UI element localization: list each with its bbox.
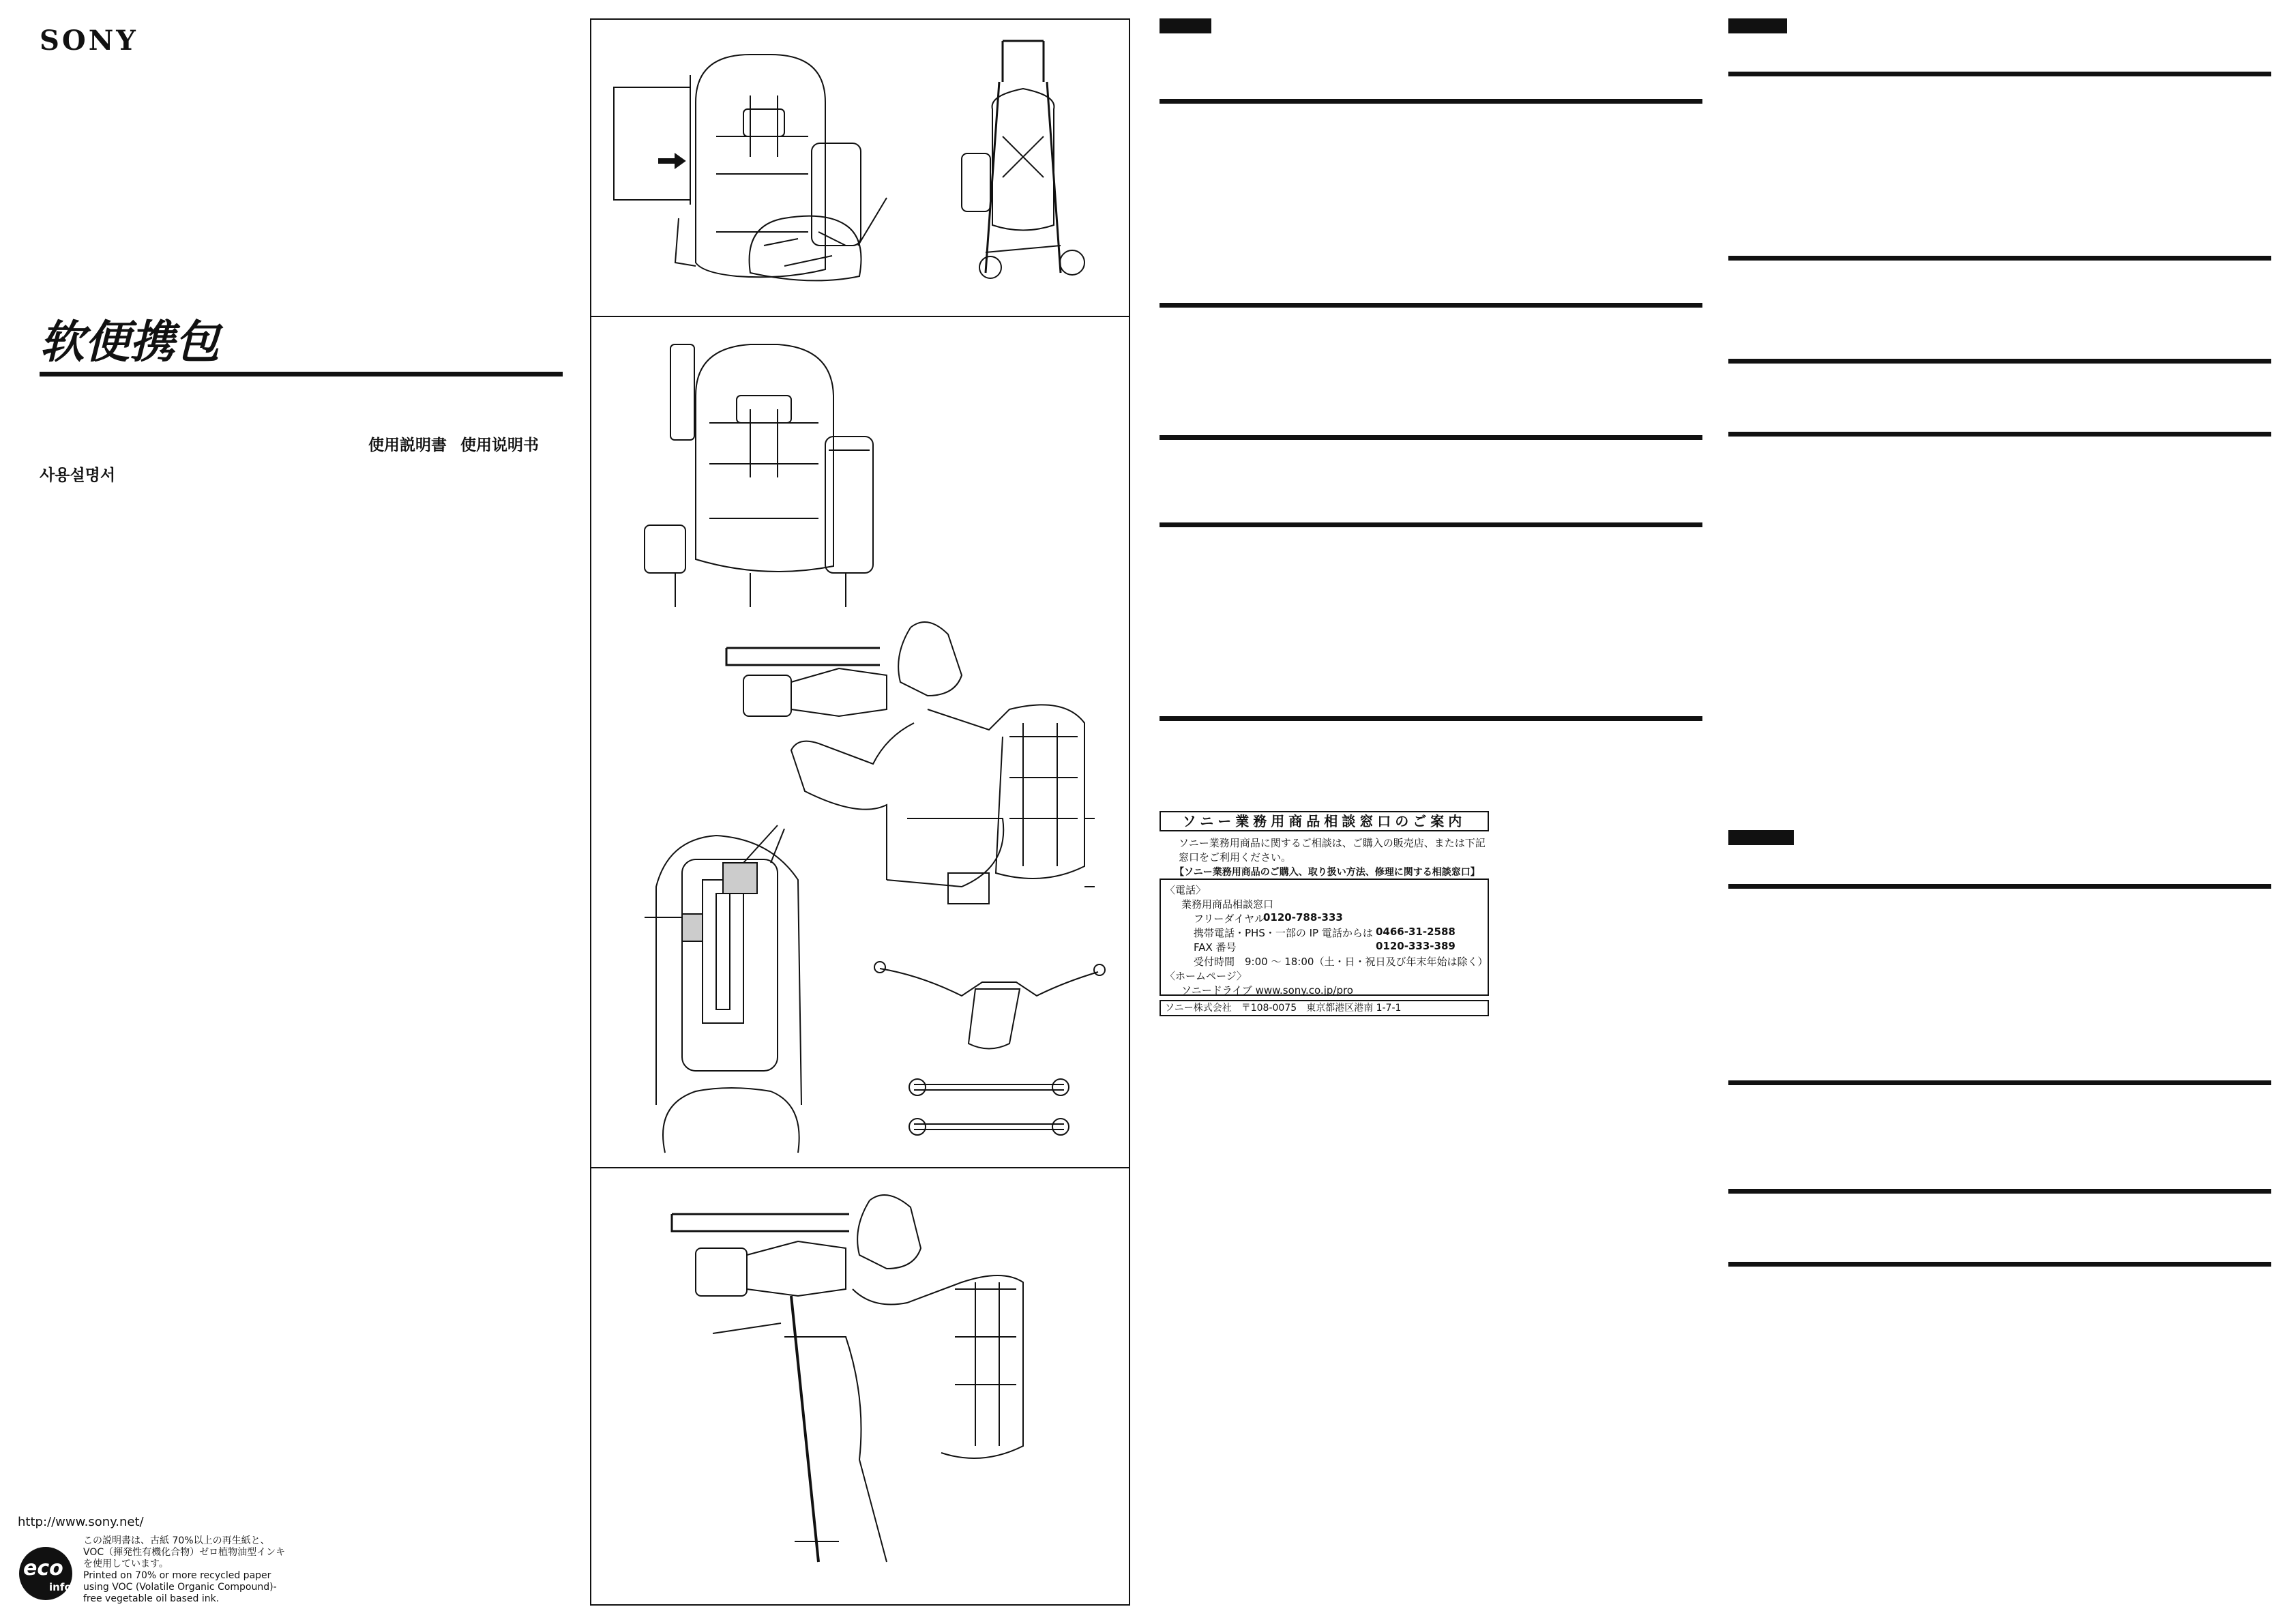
contact-intro-line: ソニー業務用商品に関するご相談は、ご購入の販売店、または下記 <box>1179 837 1486 849</box>
contact-heading: ソニー業務用商品相談窓口のご案内 <box>1160 811 1489 831</box>
manual-title-ja: 使用説明書 <box>368 437 447 454</box>
eco-line: この説明書は、古紙 70%以上の再生紙と、 <box>83 1535 270 1546</box>
section-rule <box>1728 884 2271 889</box>
section-rule <box>1160 303 1702 308</box>
section-rule <box>1728 72 2271 76</box>
free-dial-number: 0120-788-333 <box>1263 911 1343 924</box>
section-rule <box>1160 522 1702 527</box>
phone-label: 〈電話〉 <box>1165 884 1207 896</box>
section-rule <box>1728 1080 2271 1085</box>
brand-logo: SONY <box>40 25 138 57</box>
contact-intro <box>1179 836 1492 865</box>
backpack-rain-cover-illustration <box>614 55 887 280</box>
eco-logo-sub: info <box>49 1581 72 1593</box>
eco-line: free vegetable oil based ink. <box>83 1593 220 1604</box>
manual-title-zh: 使用说明书 <box>460 437 539 454</box>
contact-intro-line: 窓口をご利用ください。 <box>1179 851 1292 863</box>
section-rule <box>1728 1189 2271 1194</box>
backpack-front-illustration <box>645 344 873 607</box>
manual-title-ko: 사용설명서 <box>40 467 116 484</box>
contact-subheading: 【ソニー業務用商品のご購入、取り扱い方法、修理に関する相談窓口】 <box>1175 867 1480 878</box>
section-tag <box>1160 18 1211 33</box>
section-tag <box>1728 18 1787 33</box>
free-dial-label: フリーダイヤル <box>1194 913 1265 925</box>
eco-line: VOC（揮発性有機化合物）ゼロ植物油型インキ <box>83 1547 286 1558</box>
mobile-number: 0466-31-2588 <box>1376 926 1456 938</box>
section-rule <box>1728 256 2271 261</box>
shoulder-strap-1-illustration <box>909 1079 1069 1095</box>
contact-box <box>1160 879 1489 996</box>
harness-strap-illustration <box>874 962 1105 1049</box>
fax-label: FAX 番号 <box>1194 941 1237 954</box>
homepage-link[interactable]: ソニードライブ www.sony.co.jp/pro <box>1181 984 1353 996</box>
shoulder-strap-2-illustration <box>909 1119 1069 1135</box>
company-address: ソニー株式会社 〒108-0075 東京都港区港南 1-7-1 <box>1160 1000 1489 1016</box>
trolley-cart-illustration <box>962 41 1084 278</box>
section-rule <box>1160 435 1702 440</box>
eco-line: Printed on 70% or more recycled paper <box>83 1570 271 1581</box>
homepage-label: 〈ホームページ〉 <box>1165 970 1247 982</box>
business-hours: 受付時間 9:00 〜 18:00（土・日・祝日及び年末年始は除く） <box>1194 956 1488 968</box>
section-rule <box>1728 359 2271 364</box>
open-backpack-illustration <box>645 825 801 1153</box>
fax-number: 0120-333-389 <box>1376 940 1456 952</box>
product-title: 软便携包 <box>40 316 220 368</box>
person-with-camera-support-illustration <box>672 1195 1023 1562</box>
section-tag <box>1728 830 1794 845</box>
eco-line: using VOC (Volatile Organic Compound)- <box>83 1582 277 1593</box>
website-url[interactable]: http://www.sony.net/ <box>18 1515 144 1529</box>
eco-line: を使用しています。 <box>83 1559 168 1569</box>
eco-logo-main: eco <box>23 1556 63 1580</box>
section-rule <box>1728 1262 2271 1267</box>
section-rule <box>1728 432 2271 437</box>
center-name: 業務用商品相談窓口 <box>1181 898 1274 911</box>
section-rule <box>1160 716 1702 721</box>
mobile-label: 携帯電話・PHS・一部の IP 電話からは <box>1194 927 1373 939</box>
section-rule <box>1160 99 1702 104</box>
